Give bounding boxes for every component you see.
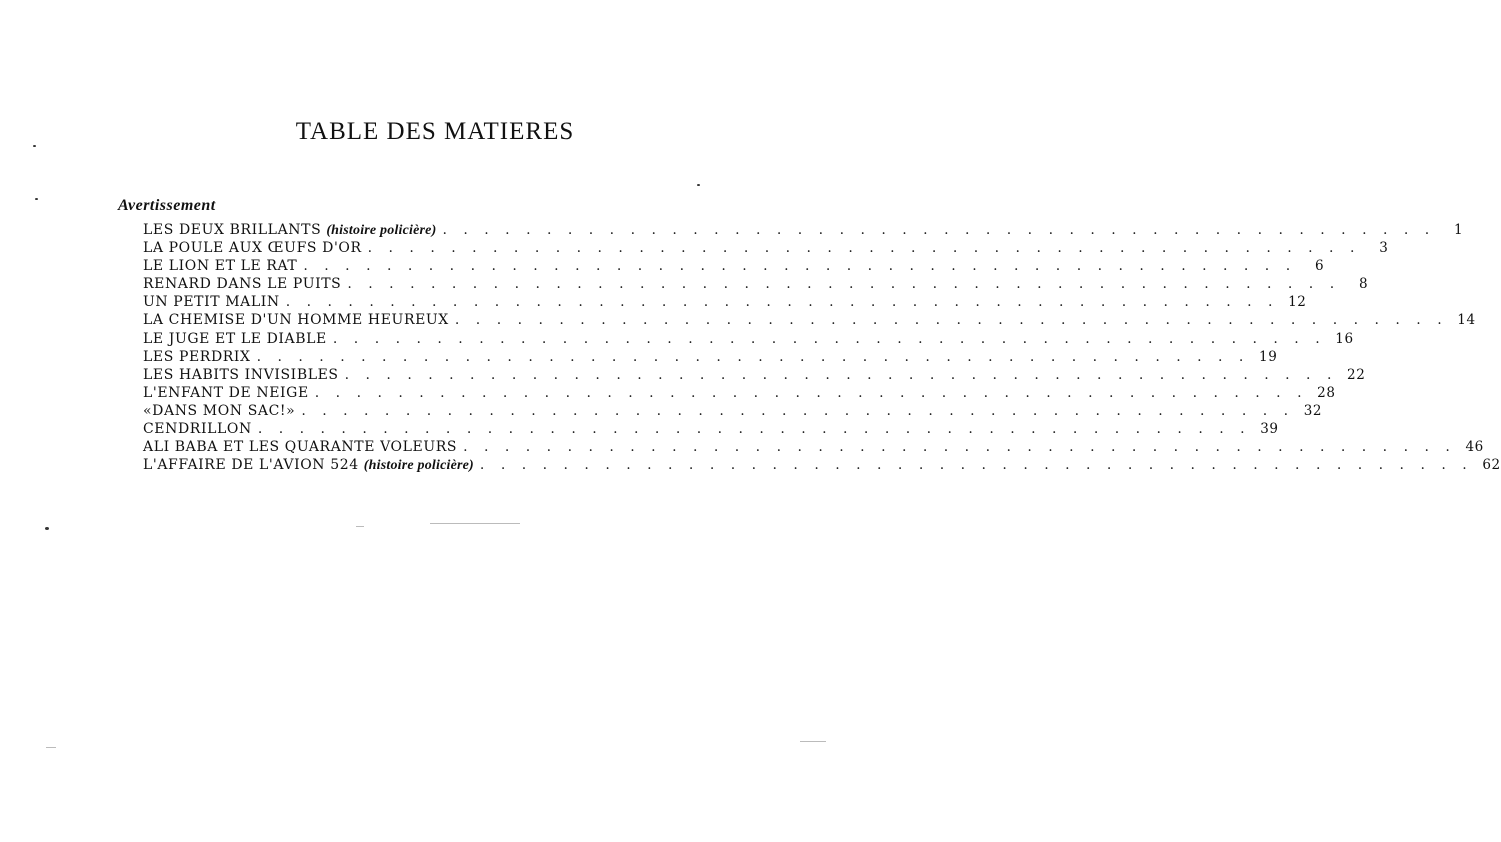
toc-entry-title — [143, 222, 436, 239]
toc-entry — [143, 439, 1484, 457]
dot-leader: . . . . . . . . . . . . . . . . . . . . . . . . . . . . . . . . . . . . . . . . . . . . . . . . — [256, 348, 1250, 365]
toc-entry-title — [143, 457, 474, 474]
scan-speck — [35, 198, 38, 200]
toc-page-number: 14 — [1457, 312, 1476, 329]
toc-entry-main-title: LES DEUX BRILLANTS — [143, 222, 327, 238]
toc-entry — [143, 240, 1389, 258]
toc-entry — [143, 312, 1476, 330]
toc-entry-title — [143, 258, 297, 274]
toc-entry-main-title: RENARD DANS LE PUITS — [143, 276, 342, 293]
dot-leader: . . . . . . . . . . . . . . . . . . . . . . . . . . . . . . . . . . . . . . . . . . . . . . . . — [454, 312, 1448, 329]
toc-entry — [143, 222, 1464, 240]
toc-entry-title — [143, 331, 327, 347]
dot-leader: . . . . . . . . . . . . . . . . . . . . . . . . . . . . . . . . . . . . . . . . . . . . . . . . — [347, 276, 1341, 293]
toc-page-number: 28 — [1317, 384, 1336, 401]
toc-page-number: 6 — [1314, 258, 1325, 275]
dot-leader: . . . . . . . . . . . . . . . . . . . . . . . . . . . . . . . . . . . . . . . . . . . . . . . . — [463, 439, 1456, 456]
intro-heading: Avertissement — [118, 197, 216, 214]
toc-entry-main-title: LE LION ET LE RAT — [143, 258, 298, 275]
toc-page-number: 16 — [1335, 330, 1354, 347]
toc-entry-main-title: L'AFFAIRE DE L'AVION 524 — [143, 457, 364, 474]
toc-entry — [143, 348, 1278, 367]
scan-line — [800, 741, 826, 742]
toc-entry — [143, 402, 1323, 421]
toc-entry — [143, 384, 1336, 403]
toc-entry-title — [143, 349, 251, 365]
toc-entry-title — [143, 294, 280, 310]
scan-line — [46, 747, 56, 748]
page-title: TABLE DES MATIERES — [295, 118, 575, 145]
scan-speck — [697, 184, 700, 186]
scan-speck — [45, 527, 49, 530]
toc-entry — [143, 330, 1354, 349]
toc-page-number: 62 — [1482, 457, 1501, 474]
dot-leader: . . . . . . . . . . . . . . . . . . . . . . . . . . . . . . . . . . . . . . . . . . . . . . . . — [314, 384, 1308, 401]
toc-entry-main-title: L'ENFANT DE NEIGE — [143, 384, 309, 401]
toc-entry-main-title: LE JUGE ET LE DIABLE — [143, 330, 327, 347]
toc-entry-main-title: LES HABITS INVISIBLES — [143, 366, 339, 383]
dot-leader: . . . . . . . . . . . . . . . . . . . . . . . . . . . . . . . . . . . . . . . . . . . . . . . . — [332, 330, 1326, 347]
scan-speck — [33, 145, 36, 147]
scan-line — [356, 526, 364, 527]
toc-page-number: 12 — [1288, 294, 1307, 311]
toc-page-number: 19 — [1259, 348, 1278, 365]
toc-entry-main-title: CENDRILLON — [143, 421, 252, 438]
toc-entry-title — [143, 385, 309, 401]
toc-entry-title — [143, 421, 252, 437]
toc-entry-title — [143, 403, 295, 419]
toc-page-number: 46 — [1465, 439, 1484, 456]
toc-entry — [143, 258, 1325, 276]
dot-leader: . . . . . . . . . . . . . . . . . . . . . . . . . . . . . . . . . . . . . . . . . . . . . . . . — [257, 421, 1251, 438]
toc-page-number: 1 — [1454, 222, 1464, 238]
dot-leader: . . . . . . . . . . . . . . . . . . . . . . . . . . . . . . . . . . . . . . . . . . . . . . . . — [367, 240, 1361, 257]
toc-page-number: 32 — [1303, 402, 1323, 419]
dot-leader: . . . . . . . . . . . . . . . . . . . . . . . . . . . . . . . . . . . . . . . . . . . . . . . . — [479, 457, 1473, 474]
dot-leader: . . . . . . . . . . . . . . . . . . . . . . . . . . . . . . . . . . . . . . . . . . . . . . . . — [344, 366, 1338, 383]
toc-entry-main-title: UN PETIT MALIN — [143, 294, 280, 311]
dot-leader: . . . . . . . . . . . . . . . . . . . . . . . . . . . . . . . . . . . . . . . . . . . . . . . . — [442, 222, 1436, 238]
toc-entry — [143, 366, 1366, 385]
toc-entry-subtitle: (histoire policière) — [326, 223, 437, 238]
toc-entry-title — [143, 439, 457, 455]
toc-entry-title — [143, 240, 362, 256]
toc-entry-title — [143, 367, 339, 383]
toc-entry-main-title: LA CHEMISE D'UN HOMME HEUREUX — [143, 312, 449, 329]
toc-page-number: 22 — [1347, 366, 1366, 383]
toc-entry — [143, 421, 1279, 439]
table-of-contents — [143, 222, 1501, 475]
dot-leader: . . . . . . . . . . . . . . . . . . . . . . . . . . . . . . . . . . . . . . . . . . . . . . . . — [303, 258, 1297, 275]
toc-page-number: 3 — [1379, 240, 1389, 257]
dot-leader: . . . . . . . . . . . . . . . . . . . . . . . . . . . . . . . . . . . . . . . . . . . . . . . . — [285, 294, 1279, 311]
toc-page-number: 8 — [1358, 276, 1369, 293]
toc-page-number: 39 — [1260, 421, 1279, 438]
toc-entry-main-title: ALI BABA ET LES QUARANTE VOLEURS — [143, 439, 458, 456]
dot-leader: . . . . . . . . . . . . . . . . . . . . . . . . . . . . . . . . . . . . . . . . . . . . . . . . — [301, 402, 1295, 419]
toc-entry-title — [143, 312, 449, 328]
toc-entry — [143, 294, 1307, 312]
toc-entry-main-title: LES PERDRIX — [143, 348, 251, 365]
toc-entry-main-title: LA POULE AUX ŒUFS D'OR — [143, 240, 362, 257]
toc-entry-title — [143, 276, 341, 292]
toc-entry-main-title: «DANS MON SAC!» — [143, 402, 296, 419]
toc-entry — [143, 276, 1369, 294]
toc-entry — [143, 457, 1501, 475]
toc-entry-subtitle: (histoire policière) — [363, 458, 474, 474]
scan-line — [430, 523, 520, 524]
